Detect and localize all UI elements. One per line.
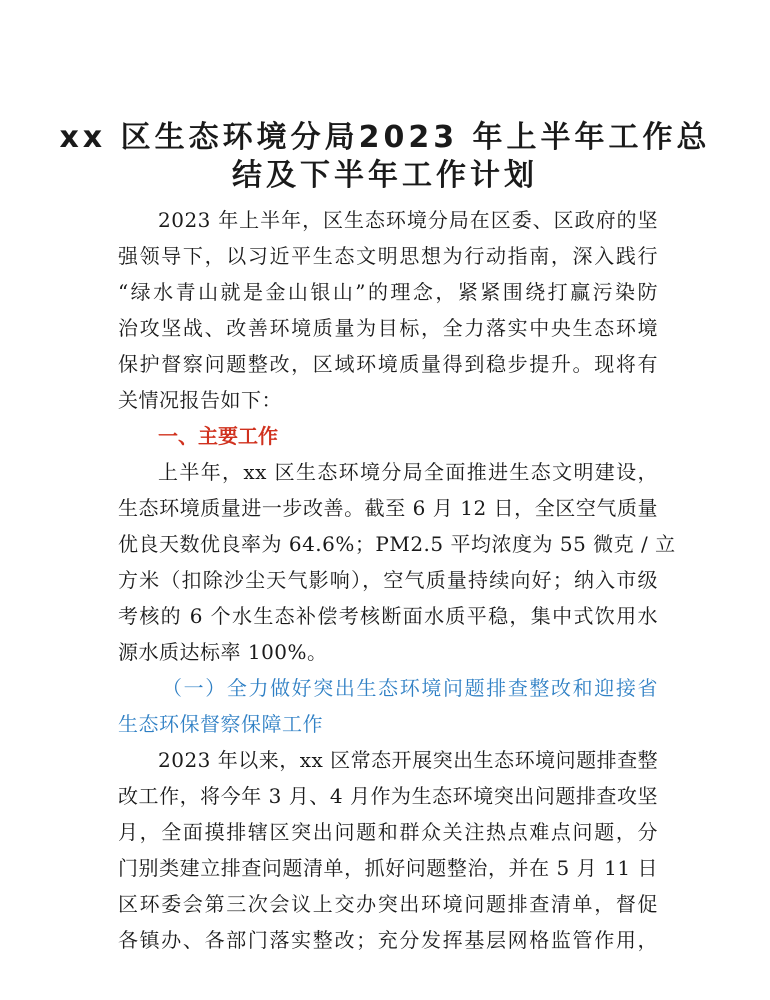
intro-line: 保护督察问题整改，区域环境质量得到稳步提升。现将有: [118, 352, 658, 376]
subsection-heading-line: （一）全力做好突出生态环境问题排查整改和迎接省: [162, 676, 658, 700]
intro-line: 关情况报告如下：: [118, 388, 282, 412]
subsection1-line: 门别类建立排查问题清单，抓好问题整治，并在 5 月 11 日: [118, 856, 658, 880]
subsection1-line: 各镇办、各部门落实整改；充分发挥基层网格监管作用，: [118, 928, 658, 952]
intro-line: “绿水青山就是金山银山”的理念，紧紧围绕打赢污染防: [118, 280, 658, 304]
subsection1-line: 2023 年以来，xx 区常态开展突出生态环境问题排查整: [158, 748, 659, 772]
subsection1-line: 区环委会第三次会议上交办突出环境问题排查清单，督促: [118, 892, 658, 916]
document-title-line-2: 结及下半年工作计划: [232, 158, 538, 193]
intro-line: 2023 年上半年，区生态环境分局在区委、区政府的坚: [158, 208, 658, 232]
section1-line: 生态环境质量进一步改善。截至 6 月 12 日，全区空气质量: [118, 496, 658, 520]
section-heading-main-work: 一、主要工作: [158, 424, 278, 448]
intro-line: 治攻坚战、改善环境质量为目标，全力落实中央生态环境: [118, 316, 658, 340]
section1-line: 考核的 6 个水生态补偿考核断面水质平稳，集中式饮用水: [118, 604, 658, 628]
subsection1-line: 改工作，将今年 3 月、4 月作为生态环境突出问题排查攻坚: [118, 784, 658, 808]
subsection-heading-line: 生态环保督察保障工作: [118, 712, 323, 736]
section1-line: 源水质达标率 100%。: [118, 640, 328, 664]
subsection1-line: 月，全面摸排辖区突出问题和群众关注热点难点问题，分: [118, 820, 658, 844]
intro-line: 强领导下，以习近平生态文明思想为行动指南，深入践行: [118, 244, 658, 268]
section1-line: 优良天数优良率为 64.6%；PM2.5 平均浓度为 55 微克 / 立: [118, 532, 676, 556]
section1-line: 上半年，xx 区生态环境分局全面推进生态文明建设，: [158, 460, 658, 484]
section1-line: 方米（扣除沙尘天气影响），空气质量持续向好；纳入市级: [118, 568, 658, 592]
document-title-line-1: xx 区生态环境分局2023 年上半年工作总: [59, 120, 711, 155]
